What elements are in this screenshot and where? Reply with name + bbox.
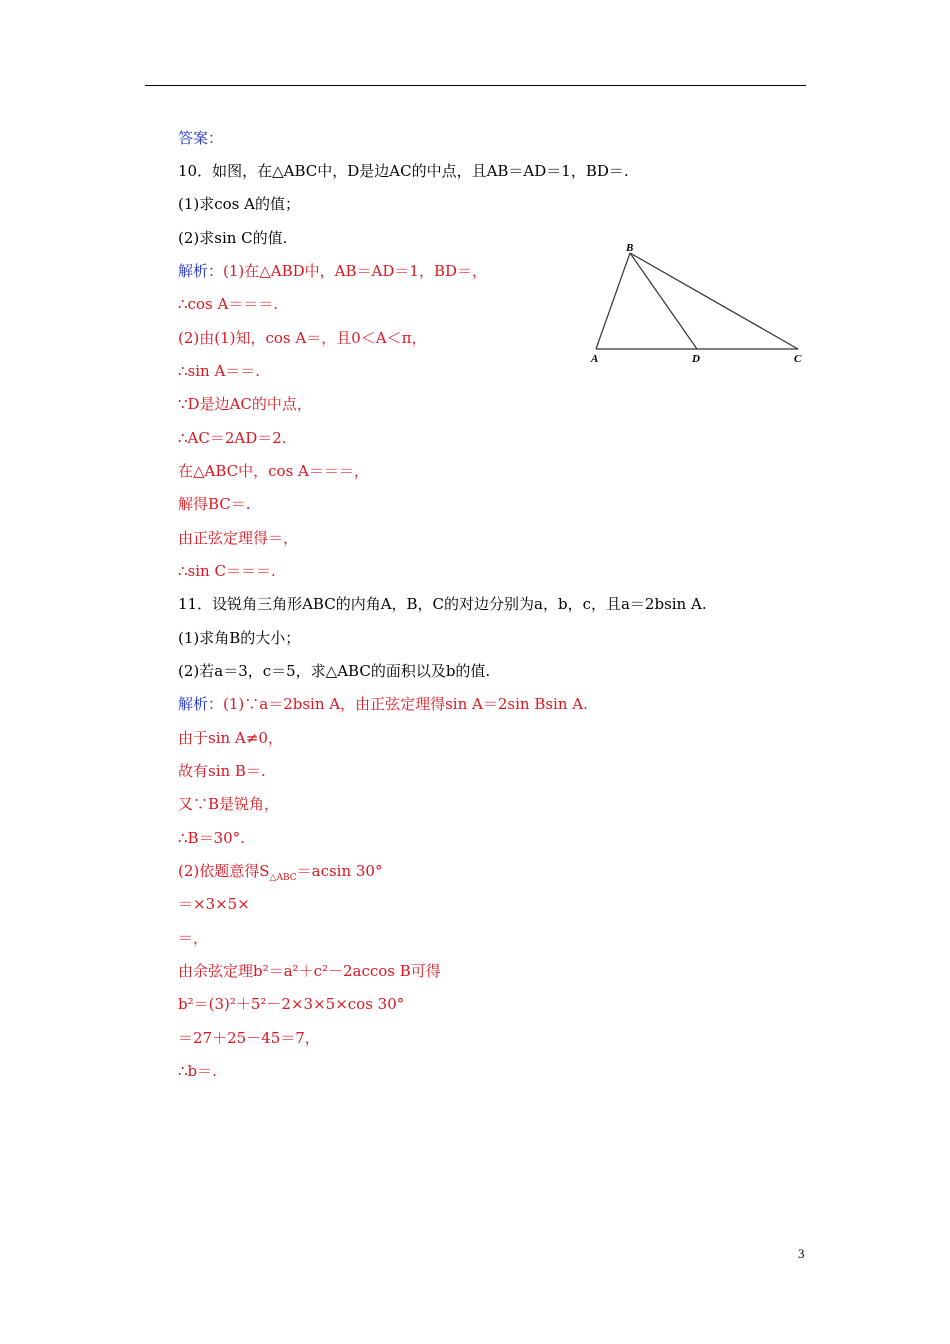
answer-label: 答案： [178, 129, 224, 147]
sol11-line1 [178, 694, 588, 714]
sol11-line11: ＝27＋25－45＝7， [178, 1029, 320, 1047]
side-bc [630, 253, 798, 349]
solution-label: 解析： [178, 262, 224, 280]
sol11-line9: 由余弦定理b²＝a²＋c²－2accos B可得 [178, 962, 441, 980]
sol11-line5: ∴B＝30°. [178, 829, 245, 847]
side-ab [596, 253, 630, 349]
q10-part1: (1)求cos A的值； [178, 195, 300, 213]
sol10-line7: 在△ABC中，cos A＝＝＝， [178, 462, 369, 480]
vertex-b-label: B [626, 242, 634, 254]
sol10-line2: ∴cos A＝＝＝. [178, 295, 279, 313]
sol10-line8: 解得BC＝. [178, 495, 251, 513]
sol11-line7: ＝×3×5× [178, 895, 250, 913]
sol11-line3: 故有sin B＝. [178, 762, 266, 780]
triangle-figure [585, 238, 810, 366]
sol10-line5: ∵D是边AC的中点， [178, 395, 312, 413]
q11-part1: (1)求角B的大小； [178, 629, 301, 647]
sol11-text1: (1)∵a＝2bsin A，由正弦定理得sin A＝2sin Bsin A. [223, 695, 588, 713]
area-prefix: (2)依题意得S [178, 862, 270, 880]
q11-part2: (2)若a＝3，c＝5，求△ABC的面积以及b的值. [178, 662, 491, 680]
vertex-d-label: D [692, 353, 700, 365]
sol11-line12: ∴b＝. [178, 1062, 217, 1080]
sol10-line6: ∴AC＝2AD＝2. [178, 429, 287, 447]
sol11-line2: 由于sin A≠0， [178, 729, 283, 747]
area-suffix: ＝acsin 30° [296, 862, 383, 880]
sol11-line4: 又∵B是锐角， [178, 795, 280, 813]
page-number: 3 [798, 1246, 805, 1261]
q11-stem: 11．设锐角三角形ABC的内角A，B，C的对边分别为a，b，c，且a＝2bsin A. [178, 595, 707, 613]
sol10-line9: 由正弦定理得＝， [178, 529, 299, 547]
q10-part2: (2)求sin C的值. [178, 229, 288, 247]
header-rule [145, 85, 806, 86]
area-subscript: △ABC [269, 873, 297, 883]
vertex-c-label: C [794, 353, 802, 365]
sol11-line8: ＝， [178, 929, 209, 947]
sol10-line1 [178, 261, 487, 281]
sol10-line4: ∴sin A＝＝. [178, 362, 261, 380]
sol10-text1: (1)在△ABD中，AB＝AD＝1，BD＝， [223, 262, 487, 280]
q10-stem: 10．如图，在△ABC中，D是边AC的中点，且AB＝AD＝1，BD＝. [178, 162, 629, 180]
sol10-line10: ∴sin C＝＝＝. [178, 562, 276, 580]
sol10-line3: (2)由(1)知，cos A＝，且0＜A＜π， [178, 329, 427, 347]
sol11-line6 [178, 861, 382, 888]
vertex-a-label: A [591, 353, 599, 365]
side-bd [630, 253, 697, 349]
sol11-line10: b²＝(3)²＋5²－2×3×5×cos 30° [178, 995, 405, 1013]
solution-label: 解析： [178, 695, 224, 713]
